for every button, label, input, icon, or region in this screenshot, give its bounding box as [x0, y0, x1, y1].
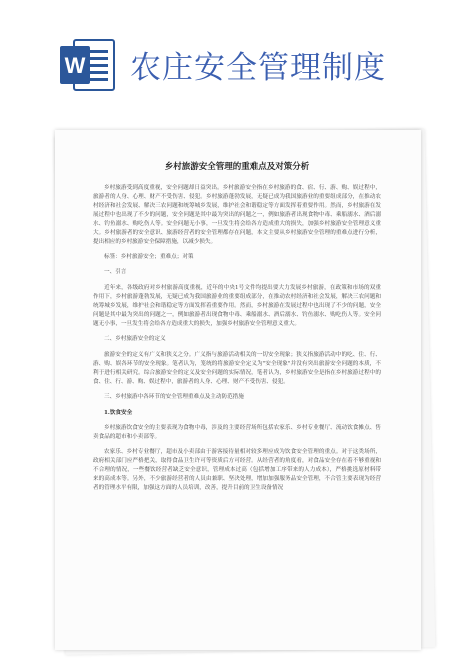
- word-document-icon: [60, 38, 116, 92]
- body-paragraph: 旅游安全的定义有广义和狭义之分。广义指与旅游活动相关的一切安全现象；狭义指旅游活动中的吃、住、行、游、购、娱各环节的安全现象。笔者认为，笼统的将旅游安全定义为"安全现象"并没有突出旅游安全问题的本质，不利于进行相关研究。综合旅游安全的定义及安全问题的实际情况，笔者认为，乡村旅游安全是指在乡村旅游过程中的食、住、行、游、购、娱过程中，旅游者的人身、心理、财产不受伤害、侵犯。: [93, 352, 381, 385]
- svg-text:W: W: [64, 53, 86, 78]
- section-heading-measures: 三、乡村旅游中各环节的安全管理重难点及主动防范措施: [104, 394, 244, 400]
- page-fade: [55, 632, 421, 650]
- body-paragraph: 乡村旅游饮食安全的主要表现为食物中毒，涉及的主要经营场所包括农家乐、乡村专业餐厅、流动饮食摊点、售卖食品的超市和小卖部等。: [93, 425, 381, 440]
- section-heading-introduction: 一、引言: [104, 269, 127, 275]
- article-title: 乡村旅游安全管理的重难点及对策分析: [164, 162, 310, 172]
- document-page: [55, 130, 421, 650]
- header: [0, 0, 474, 120]
- document-file-title: 农庄安全管理制度: [130, 50, 386, 86]
- keywords-line: 标签：乡村旅游安全；重难点；对策: [104, 254, 194, 260]
- body-paragraph: 近年来，各级政府对乡村旅游高度重视，近年的中央1号文件均提出要大力发展乡村旅游，在政策和市场的双重作用下，乡村旅游蓬勃发展，无疑已成为我国旅游业的重要组成部分，在推动农村经济和社会发展，解决三农问题和统筹城乡发展，维护社会和谐稳定等方面发挥着重要作用。然而，乡村旅游在发展过程中也出现了不少的问题，安全问题是其中最为突出的问题之一，例如旅游者出现食物中毒、乘船溺水、酒后溺水、钓鱼溺水、购吃伤人等。安全问题无小事，一旦发生将会给各方造成重大的损失，加强乡村旅游安全管理意义重大。: [93, 285, 381, 327]
- body-paragraph: 农家乐、乡村专业餐厅，超市及小卖部由于游客接待量相对较多理应成为饮食安全管理的重点。对于这类场所，政府相关部门应严格把关，取得食品卫生许可等资质后方可经营。从经营者的角度看，对食品安全存在着不够重视和不合理的情况，一些餐饮经营者缺乏安全意识，管理成本过高（包括增加工序带来的人力成本），严格挑选原材料带来的高成本等。另外，不少旅游经营者的人员由兼职、坚决处理，增加加强服务品安全管理，不合管主要表现为经营者的管理水平有限，加强这方面的人员培训，改善，提升目前的卫生设备情况: [93, 449, 381, 491]
- abstract-paragraph: 乡村旅游受到高度重视，安全问题却日益突出。乡村旅游安全指在乡村旅游的食、宿、行、游、购、娱过程中，旅游者的人身、心理、财产不受伤害、侵犯。乡村旅游蓬勃发展，无疑已成为我国旅游业的重要组成部分，在推动农村经济和社会发展、解决三农问题和统筹城乡发展，维护社会和谐稳定等方面发挥着重要作用。然而，乡村旅游在发展过程中也出现了不少的问题，安全问题是其中最为突出的问题之一，例如旅游者出现食物中毒、乘船溺水、酒后溺水、钓鱼溺水、购吃伤人等。安全问题无小事，一旦发生将会给各方造成重大的损失，加强乡村旅游安全管理意义重大。乡村旅游者的安全意识、旅游经营者的安全管理都存在问题，本文主要从乡村旅游安全管理的重难点进行分析，提出相应的乡村旅游安全保障措施，以减少损失。: [93, 185, 381, 245]
- document-content: [93, 160, 381, 499]
- subsection-heading-food-safety: 1.饮食安全: [104, 410, 133, 416]
- section-heading-definition: 二、乡村旅游安全的定义: [104, 336, 166, 342]
